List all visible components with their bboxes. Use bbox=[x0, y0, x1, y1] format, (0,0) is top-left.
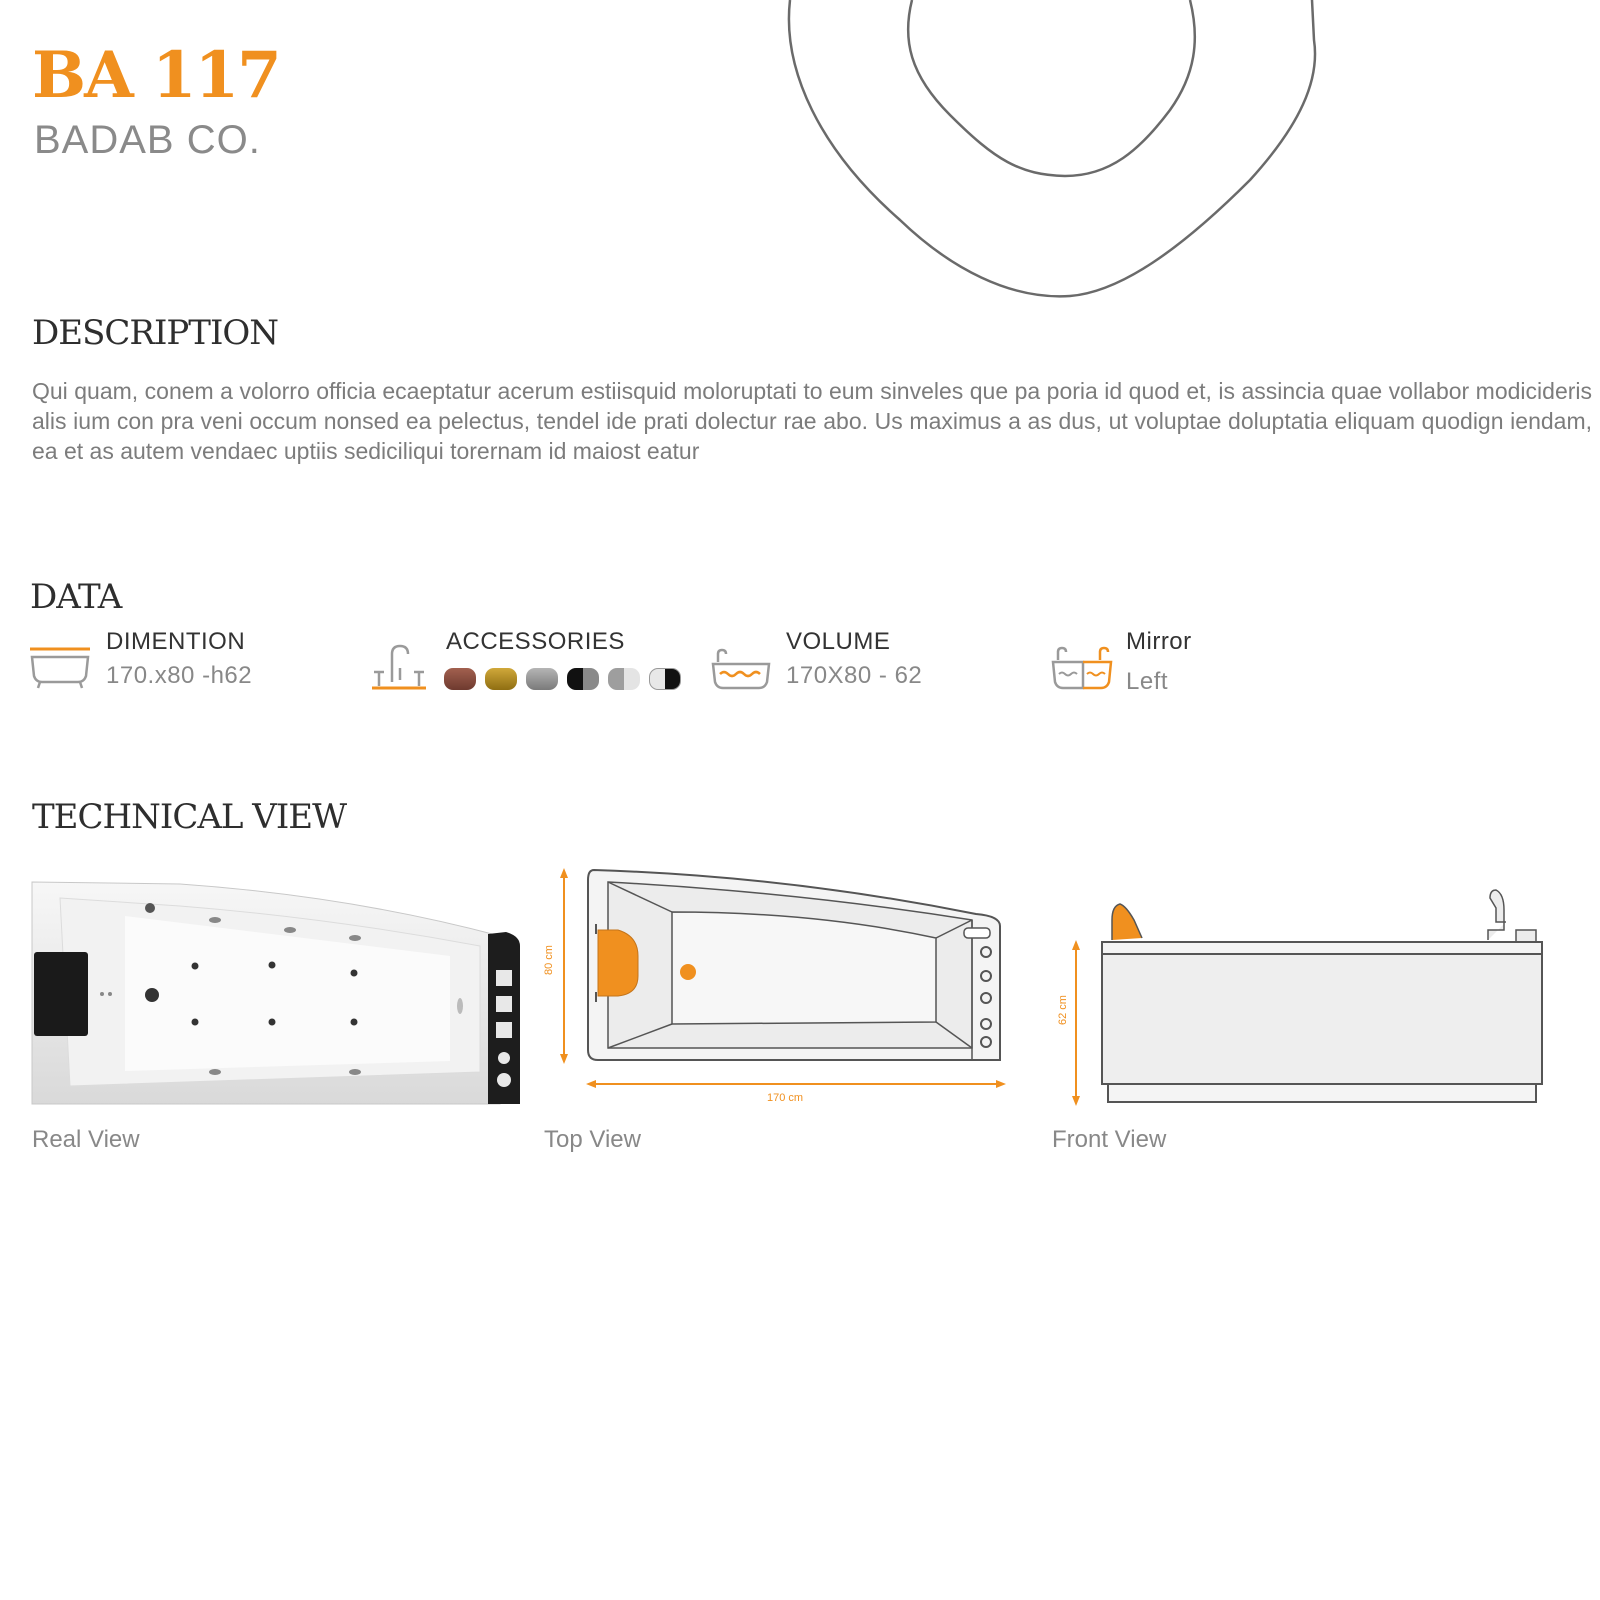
dimention-label: DIMENTION bbox=[106, 628, 246, 655]
swatch-gold[interactable] bbox=[485, 668, 517, 690]
real-view-caption: Real View bbox=[32, 1126, 140, 1153]
bathtub-water-icon bbox=[710, 648, 772, 694]
real-view-image bbox=[30, 876, 524, 1110]
bathtub-mirror-icon bbox=[1050, 646, 1114, 694]
swatch-silver[interactable] bbox=[526, 668, 558, 690]
top-view-width-label: 170 cm bbox=[766, 1092, 804, 1104]
accessories-swatches bbox=[444, 668, 690, 695]
mirror-value: Left bbox=[1126, 668, 1169, 695]
front-view-drawing bbox=[1050, 880, 1550, 1110]
technical-view-heading: TECHNICAL VIEW bbox=[32, 797, 347, 837]
front-view-height-label: 62 cm bbox=[1057, 995, 1069, 1025]
dimention-value: 170.x80 -h62 bbox=[106, 662, 253, 689]
swatch-black-chrome[interactable] bbox=[567, 668, 599, 690]
swatch-chrome[interactable] bbox=[608, 668, 640, 690]
logo-outline-icon bbox=[780, 0, 1320, 305]
bathtub-outline-icon bbox=[28, 644, 92, 690]
mirror-label: Mirror bbox=[1126, 628, 1192, 655]
brand-name: BADAB CO. bbox=[34, 118, 261, 162]
front-view-caption: Front View bbox=[1052, 1126, 1167, 1153]
accessories-label: ACCESSORIES bbox=[446, 628, 625, 655]
volume-label: VOLUME bbox=[786, 628, 891, 655]
volume-value: 170X80 - 62 bbox=[786, 662, 923, 689]
top-view-caption: Top View bbox=[544, 1126, 641, 1153]
description-text: Qui quam, conem a volorro officia ecaeptatur acerum estiisquid moloruptati to eum sinveles que pa poria id quod et, is assincia quae vollabor modicideris alis ium con pra veni occum nonsed ea pelectus, tendel ide prati dolectur rae abo. Us maximus a as dus, ut voluptae doluptatia eliquam quodign iendam, ea et as autem vendaec uptiis sediciliqui torernam id maiost eatur bbox=[32, 378, 1592, 464]
top-view-drawing bbox=[536, 864, 1012, 1110]
description-heading: DESCRIPTION bbox=[32, 313, 279, 353]
swatch-black-white[interactable] bbox=[649, 668, 681, 690]
data-heading: DATA bbox=[30, 577, 122, 617]
product-title: BA 117 bbox=[32, 38, 280, 113]
top-view-depth-label: 80 cm bbox=[543, 945, 555, 975]
faucet-icon bbox=[370, 640, 428, 692]
swatch-copper[interactable] bbox=[444, 668, 476, 690]
